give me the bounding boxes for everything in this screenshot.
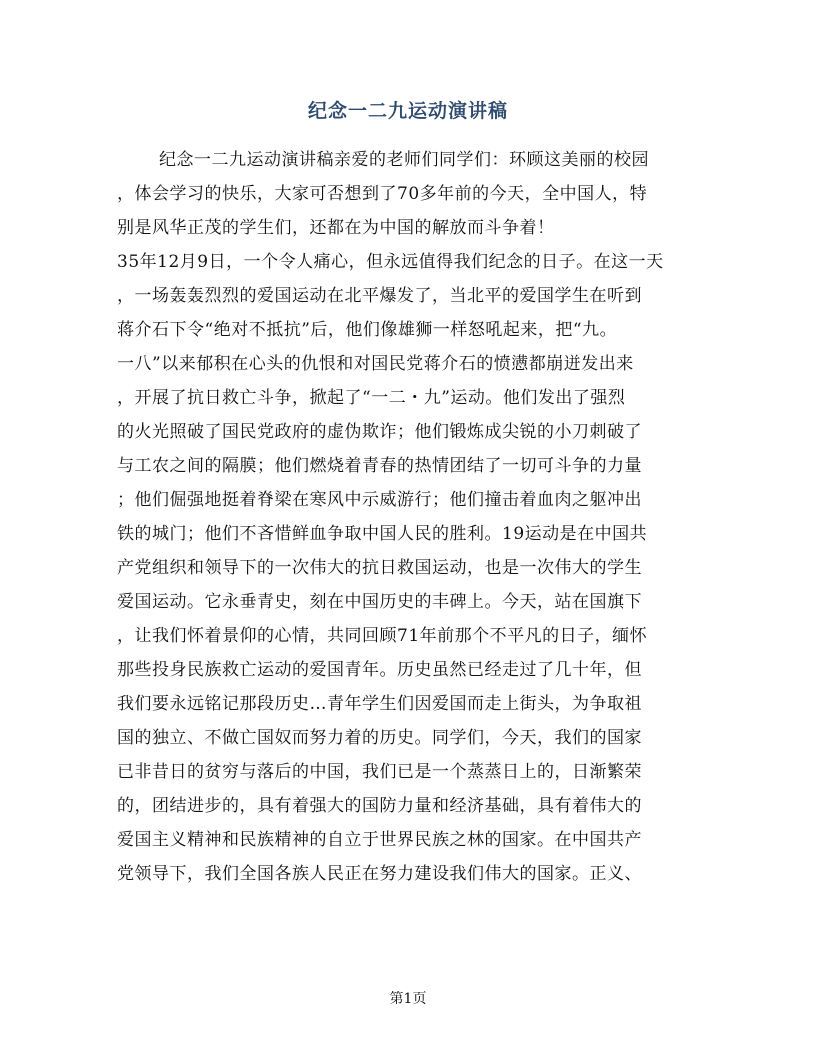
body-line: 已非昔日的贫穷与落后的中国，我们已是一个蒸蒸日上的，日渐繁荣 xyxy=(117,762,642,782)
body-line: 我们要永远铭记那段历史…青年学生们因爱国而走上街头，为争取祖 xyxy=(117,694,642,714)
body-line: 爱国主义精神和民族精神的自立于世界民族之林的国家。在中国共产 xyxy=(117,830,642,850)
body-line: 一八”以来郁积在心头的仇恨和对国民党蒋介石的愤懑都崩迸发出来 xyxy=(117,354,634,374)
body-line: 的，团结进步的，具有着强大的国防力量和经济基础，具有着伟大的 xyxy=(117,796,642,816)
body-line: 与工农之间的隔膜；他们燃烧着青春的热情团结了一切可斗争的力量 xyxy=(117,456,642,476)
body-line: ；他们倔强地挺着脊梁在寒风中示威游行；他们撞击着血肉之躯冲出 xyxy=(117,490,642,510)
body-line: ，开展了抗日救亡斗争，掀起了“一二・九”运动。他们发出了强烈 xyxy=(117,388,626,408)
body-line: 的火光照破了国民党政府的虚伪欺诈；他们锻炼成尖锐的小刀刺破了 xyxy=(117,422,642,442)
body-line: 35年12月9日，一个令人痛心，但永远值得我们纪念的日子。在这一天 xyxy=(117,252,664,272)
body-line: 那些投身民族救亡运动的爱国青年。历史虽然已经走过了几十年，但 xyxy=(117,660,642,680)
body-line: ，让我们怀着景仰的心情，共同回顾71年前那个不平凡的日子，缅怀 xyxy=(117,626,648,646)
body-line: 产党组织和领导下的一次伟大的抗日救国运动，也是一次伟大的学生 xyxy=(117,558,642,578)
body-line: 蒋介石下令“绝对不抵抗”后，他们像雄狮一样怒吼起来，把“九。 xyxy=(117,320,618,340)
body-line: 爱国运动。它永垂青史，刻在中国历史的丰碑上。今天，站在国旗下 xyxy=(117,592,642,612)
page-number: 第1页 xyxy=(389,991,427,1007)
body-line: 党领导下，我们全国各族人民正在努力建设我们伟大的国家。正义、 xyxy=(117,864,642,884)
document-title: 纪念一二九运动演讲稿 xyxy=(307,100,508,122)
body-line: 铁的城门；他们不吝惜鲜血争取中国人民的胜利。19运动是在中国共 xyxy=(117,524,648,544)
body-line: 国的独立、不做亡国奴而努力着的历史。同学们，今天，我们的国家 xyxy=(117,728,642,748)
body-line: ，一场轰轰烈烈的爱国运动在北平爆发了，当北平的爱国学生在听到 xyxy=(117,286,642,306)
body-line: 纪念一二九运动演讲稿亲爱的老师们同学们：环顾这美丽的校园 xyxy=(159,150,649,170)
document-body xyxy=(117,143,687,891)
body-line: ，体会学习的快乐，大家可否想到了70多年前的今天，全中国人，特 xyxy=(117,184,648,204)
body-line: 别是风华正茂的学生们，还都在为中国的解放而斗争着！ xyxy=(117,218,555,238)
